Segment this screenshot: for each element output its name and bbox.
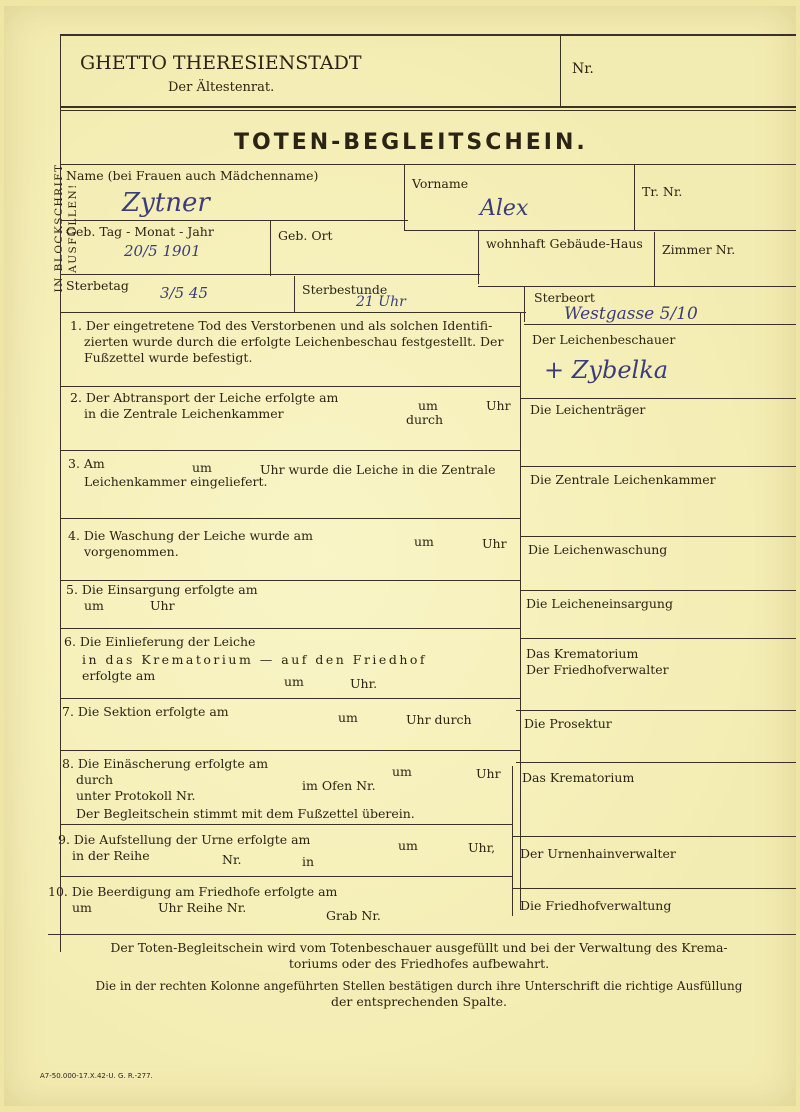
- r8-label: Das Krematorium: [522, 770, 635, 785]
- s4-line-1: 4. Die Waschung der Leiche wurde am: [68, 528, 313, 543]
- s10-um: um: [72, 900, 92, 915]
- s8-line-1: 8. Die Einäscherung erfolgte am: [62, 756, 269, 771]
- s4-um: um: [414, 534, 434, 549]
- s2-rule: [60, 450, 520, 451]
- footer-line-2: toriums oder des Friedhofes aufbewahrt.: [288, 956, 550, 971]
- s4-rule: [60, 580, 520, 581]
- divider-zimmer: [654, 232, 655, 286]
- vorname-label: Vorname: [412, 176, 469, 191]
- s8-protokoll: unter Protokoll Nr.: [76, 788, 196, 803]
- s2-durch: durch: [406, 412, 444, 427]
- r6a-label: Das Krematorium: [526, 646, 639, 661]
- print-code: A7-50.000-17.X.42-U. G. R.-277.: [40, 1072, 153, 1080]
- document-title: TOTEN-BEGLEITSCHEIN.: [234, 130, 588, 155]
- row2-rule-left: [60, 274, 480, 275]
- s8-um: um: [392, 764, 412, 779]
- s5-um: um: [84, 598, 104, 613]
- council-label: Der Ältestenrat.: [168, 80, 275, 95]
- s8-begleitschein: Der Begleitschein stimmt mit dem Fußzettel überein.: [76, 806, 415, 821]
- right-column-divider-lower: [512, 766, 513, 916]
- s9-reihe: in der Reihe: [72, 848, 150, 863]
- side-text-line-1: IN BLOCKSCHRIFT: [53, 163, 65, 293]
- row3-rule-left: [60, 312, 526, 313]
- s7-um: um: [338, 710, 358, 725]
- geb-ort-label: Geb. Ort: [278, 228, 333, 243]
- geb-tag-label: Geb. Tag - Monat - Jahr: [66, 224, 214, 239]
- nr-label: Nr.: [572, 61, 594, 77]
- trnr-label: Tr. Nr.: [642, 184, 683, 199]
- r3-rule: [520, 536, 796, 537]
- s9-nr: Nr.: [222, 852, 242, 867]
- s6-line-2: in das Krematorium — auf den Friedhof: [82, 652, 428, 667]
- s7-line-1: 7. Die Sektion erfolgte am: [62, 704, 229, 719]
- r7-label: Die Prosektur: [524, 716, 612, 731]
- s4-uhr: Uhr: [482, 536, 507, 551]
- r7-rule: [516, 762, 796, 763]
- r2-rule: [520, 466, 796, 467]
- sterbestunde-value: 21 Uhr: [356, 294, 406, 310]
- s3-line-1b: Uhr wurde die Leiche in die Zentrale: [260, 462, 496, 477]
- s10-uhr-reihe: Uhr Reihe Nr.: [158, 900, 247, 915]
- vorname-value: Alex: [480, 196, 529, 221]
- r6-rule: [516, 710, 796, 711]
- s2-um: um: [418, 398, 438, 413]
- r3-label: Die Zentrale Leichenkammer: [530, 472, 716, 487]
- side-text-line-2: AUSFÜLLEN!: [67, 183, 79, 273]
- s1-line-3: Fußzettel wurde befestigt.: [84, 350, 253, 365]
- s3-line-1a: 3. Am: [68, 456, 105, 471]
- title-rule: [60, 164, 796, 165]
- geb-tag-value: 20/5 1901: [124, 242, 201, 260]
- r1-label: Der Leichenbeschauer: [532, 332, 676, 347]
- s8-ofen: im Ofen Nr.: [302, 778, 376, 793]
- s9-uhr: Uhr,: [468, 840, 496, 855]
- divider-trnr: [634, 164, 635, 230]
- r5-label: Die Leicheneinsargung: [526, 596, 673, 611]
- r5-rule: [520, 638, 796, 639]
- r4-label: Die Leichenwaschung: [528, 542, 668, 557]
- s8-durch: durch: [76, 772, 114, 787]
- r4-rule: [520, 590, 796, 591]
- s1-line-1: 1. Der eingetretene Tod des Verstorbenen und als solchen Identifi-: [70, 318, 493, 333]
- r6b-label: Der Friedhofverwalter: [526, 662, 669, 677]
- r1-rule: [520, 398, 796, 399]
- s9-rule: [60, 876, 512, 877]
- s6-line-1: 6. Die Einlieferung der Leiche: [64, 634, 256, 649]
- sterbeort-value: Westgasse 5/10: [564, 304, 698, 324]
- s7-uhr-durch: Uhr durch: [406, 712, 472, 727]
- ghetto-title: GHETTO THERESIENSTADT: [80, 52, 362, 74]
- s10-rule: [48, 934, 796, 935]
- divider-wohnhaft: [478, 230, 479, 284]
- s9-um: um: [398, 838, 418, 853]
- frame-top: [60, 34, 796, 36]
- s6-rule: [60, 698, 520, 699]
- r10-label: Die Friedhofverwaltung: [520, 898, 672, 913]
- name-value: Zytner: [122, 188, 210, 218]
- s1-line-2: zierten wurde durch die erfolgte Leichenbeschau festgestellt. Der: [84, 334, 504, 349]
- footer-line-1: Der Toten-Begleitschein wird vom Totenbeschauer ausgefüllt und bei der Verwaltung des Krema-: [110, 940, 728, 955]
- s3-um: um: [192, 460, 212, 475]
- s7-rule: [60, 750, 520, 751]
- s5-line-1: 5. Die Einsargung erfolgte am: [66, 582, 258, 597]
- header-rule-1: [60, 106, 796, 108]
- form-sheet: [4, 6, 796, 1106]
- s2-uhr: Uhr: [486, 398, 511, 413]
- s2-line-2: in die Zentrale Leichenkammer: [84, 406, 284, 421]
- right-column-divider: [520, 312, 521, 910]
- sterbetag-value: 3/5 45: [160, 284, 208, 302]
- row1-rule-right: [404, 230, 796, 231]
- sterbetag-label: Sterbetag: [66, 278, 129, 293]
- s3-rule: [60, 518, 520, 519]
- r1-signature: + Zybelka: [544, 356, 669, 384]
- r2-label: Die Leichenträger: [530, 402, 646, 417]
- s2-line-1: 2. Der Abtransport der Leiche erfolgte am: [70, 390, 339, 405]
- s6-um: um: [284, 674, 304, 689]
- s3-line-2: Leichenkammer eingeliefert.: [84, 474, 268, 489]
- footer-line-4: der entsprechenden Spalte.: [331, 994, 507, 1009]
- frame-left: [60, 34, 61, 952]
- s6-line-3: erfolgte am: [82, 668, 156, 683]
- s1-rule: [60, 386, 520, 387]
- header-divider: [560, 34, 561, 108]
- row3-rule-right: [524, 324, 796, 325]
- divider-gebort: [270, 220, 271, 276]
- s6-uhr: Uhr.: [350, 676, 378, 691]
- sterbeort-label: Sterbeort: [534, 290, 595, 305]
- row2-rule-right: [478, 286, 796, 287]
- s9-line-1: 9. Die Aufstellung der Urne erfolgte am: [58, 832, 311, 847]
- divider-sterbeort: [524, 286, 525, 322]
- r9-rule: [512, 888, 796, 889]
- s5-uhr: Uhr: [150, 598, 175, 613]
- wohnhaft-label: wohnhaft Gebäude-Haus: [486, 236, 643, 251]
- footer-line-3: Die in der rechten Kolonne angeführten Stellen bestätigen durch ihre Unterschrift die richtige Ausfüllung: [95, 979, 743, 993]
- s9-in: in: [302, 854, 315, 869]
- zimmer-label: Zimmer Nr.: [662, 242, 736, 257]
- r9-label: Der Urnenhainverwalter: [520, 846, 676, 861]
- header-rule-2: [60, 110, 796, 111]
- s8-uhr: Uhr: [476, 766, 501, 781]
- sterbestunde-label: Sterbestunde: [302, 282, 388, 297]
- s10-grab: Grab Nr.: [326, 908, 381, 923]
- r8-rule: [512, 836, 796, 837]
- s8-rule: [60, 824, 512, 825]
- name-label: Name (bei Frauen auch Mädchenname): [66, 168, 319, 183]
- s5-rule: [60, 628, 520, 629]
- s4-line-2: vorgenommen.: [84, 544, 179, 559]
- row1-rule-left: [60, 220, 408, 221]
- divider-sterbestunde: [294, 276, 295, 312]
- s10-line-1: 10. Die Beerdigung am Friedhofe erfolgte am: [48, 884, 338, 899]
